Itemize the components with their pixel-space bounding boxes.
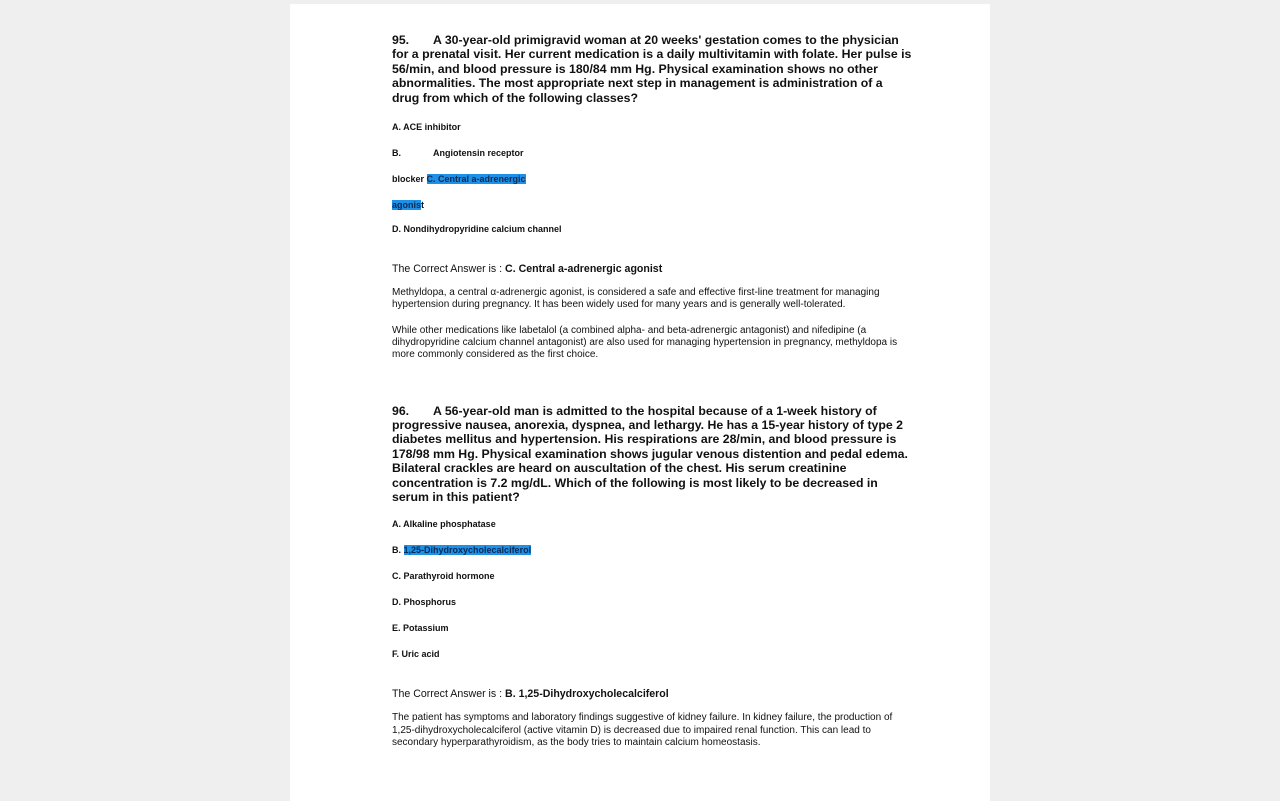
q96-option-e[interactable]: E. Potassium (392, 623, 449, 634)
q96-option-a[interactable]: A. Alkaline phosphatase (392, 519, 496, 530)
q95-option-b[interactable] (392, 148, 912, 159)
q95-option-c-continuation[interactable] (392, 200, 912, 211)
q96-option-c[interactable]: C. Parathyroid hormone (392, 571, 495, 582)
q95-option-a[interactable]: A. ACE inhibitor (392, 122, 461, 133)
q95-option-b-continuation[interactable] (392, 174, 912, 185)
q95-explanation-1: Methyldopa, a central α-adrenergic agonist, is considered a safe and effective first-line treatment for managing hypertension during pregnancy. It has been widely used for many years and is generally well-tolerated. (392, 287, 880, 311)
q96-option-d[interactable]: D. Phosphorus (392, 597, 457, 608)
q95-option-c-highlight-cont[interactable]: agonis (392, 200, 422, 211)
q95-option-c-highlight[interactable]: C. Central a-adrenergic (426, 174, 526, 185)
q95-correct-answer (392, 263, 912, 276)
q96-option-b[interactable] (392, 545, 912, 556)
q95-answer-prefix: The Correct Answer is : (392, 263, 506, 276)
q96-option-b-highlight[interactable]: 1,25-Dihydroxycholecalciferol (403, 545, 532, 556)
q95-explanation-2: While other medications like labetalol (a combined alpha- and beta-adrenergic antagonist) and nifedipine (a dihydropyridine calcium channel antagonist) are also used for managing hypertension in pregnancy, methyldopa is more commonly considered as the first choice. (392, 324, 898, 361)
q95-option-b-cont-text: blocker (392, 174, 425, 185)
q96-answer-prefix: The Correct Answer is : (392, 688, 506, 701)
q95-option-b-label: B. (392, 148, 401, 159)
q95-number: 95. (392, 33, 410, 47)
q96-answer-value: B. 1,25-Dihydroxycholecalciferol (505, 688, 669, 701)
q96-option-b-label: B. (392, 545, 404, 556)
q95-option-c-tail: t (421, 200, 425, 211)
q95-option-b-text: Angiotensin receptor (433, 148, 524, 159)
q96-number: 96. (392, 403, 410, 418)
q95-option-d[interactable]: D. Nondihydropyridine calcium channel (392, 224, 562, 235)
q96-stem (392, 404, 912, 505)
q96-correct-answer (392, 688, 912, 701)
q95-stem-text: A 30-year-old primigravid woman at 20 weeks' gestation comes to the physician for a prenatal visit. Her current medication is a daily multivitamin with folate. Her pulse is 56/min, and blood pressure is 180/84 mm Hg. Physical examination shows no other abnormalities. The most appropriate next step in management is administration of a drug from which of the following classes? (392, 33, 912, 105)
q96-explanation-1: The patient has symptoms and laboratory findings suggestive of kidney failure. In kidney failure, the production of 1,25-dihydroxycholecalciferol (active vitamin D) is decreased due to impaired renal function. This can lead to secondary hyperparathyroidism, as the body tries to maintain calcium homeostasis. (392, 712, 893, 748)
q96-stem-text: A 56-year-old man is admitted to the hospital because of a 1-week history of progressive nausea, anorexia, dyspnea, and lethargy. He has a 15-year history of type 2 diabetes mellitus and hypertension. His respirations are 28/min, and blood pressure is 178/98 mm Hg. Physical examination shows jugular venous distention and pedal edema. Bilateral crackles are heard on auscultation of the chest. His serum creatinine concentration is 7.2 mg/dL. Which of the following is most likely to be decreased in serum in this patient? (392, 403, 908, 504)
q95-stem (392, 33, 912, 105)
document-page (290, 4, 990, 801)
q95-answer-value: C. Central a-adrenergic agonist (505, 263, 663, 276)
page-content (392, 33, 912, 749)
q96-option-f[interactable]: F. Uric acid (392, 649, 440, 660)
